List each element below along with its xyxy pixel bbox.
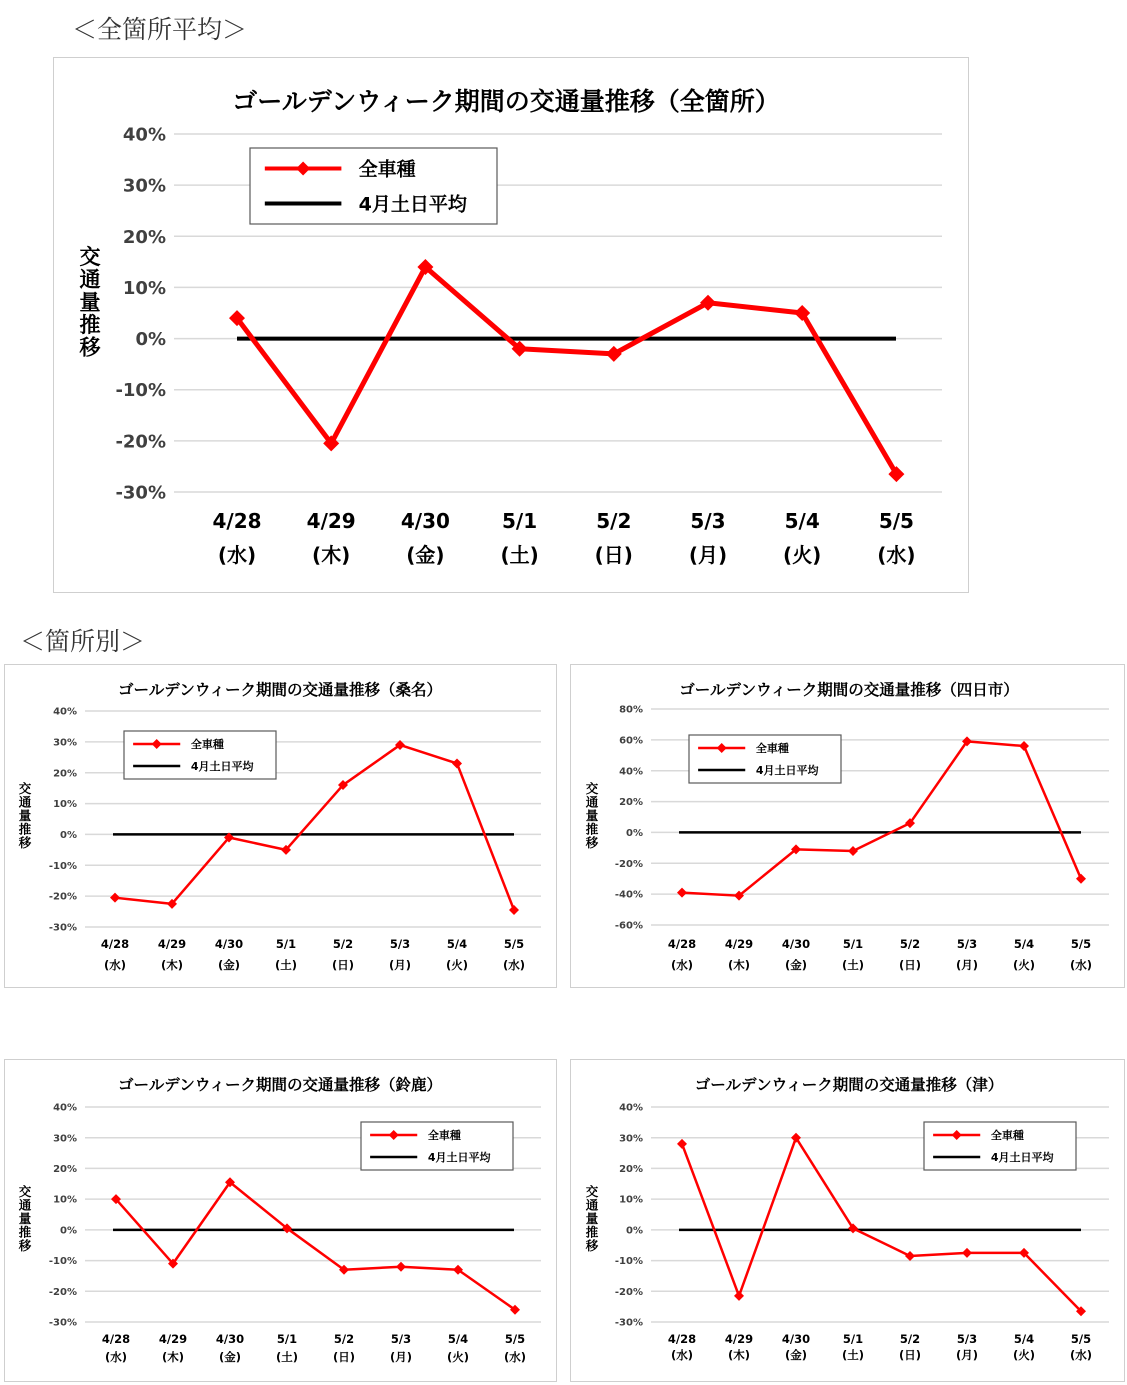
chart-title: ゴールデンウィーク期間の交通量推移（全箇所）	[232, 87, 780, 116]
data-point	[677, 1139, 687, 1149]
chart-title: ゴールデンウィーク期間の交通量推移（鈴鹿）	[118, 1076, 442, 1094]
x-tick-label: 4/30	[781, 937, 811, 951]
y-tick-label: 20%	[122, 226, 166, 248]
x-tick-day-label: (火)	[1012, 1348, 1036, 1362]
x-tick-label: 5/3	[956, 937, 978, 951]
y-tick-label: -30%	[48, 922, 77, 934]
y-tick-label: 30%	[619, 1133, 643, 1145]
y-axis-label: 交通量推移	[585, 781, 599, 850]
y-tick-label: 0%	[60, 1225, 77, 1237]
y-tick-label: 10%	[53, 1194, 77, 1206]
data-point	[734, 1291, 744, 1301]
x-tick-day-label: (火)	[1012, 958, 1036, 972]
chart-svg	[54, 58, 970, 594]
x-tick-day-label: (木)	[727, 958, 751, 972]
x-tick-label: 5/2	[899, 937, 921, 951]
x-tick-day-label: (月)	[688, 543, 728, 567]
x-tick-day-label: (木)	[161, 1350, 185, 1364]
y-tick-label: -20%	[614, 1286, 643, 1298]
x-tick-day-label: (金)	[218, 1350, 242, 1364]
y-tick-label: 20%	[53, 1164, 77, 1176]
x-tick-label: 5/5	[878, 509, 914, 533]
x-tick-day-label: (日)	[594, 543, 633, 567]
y-tick-label: 30%	[53, 737, 77, 749]
x-tick-day-label: (土)	[841, 958, 865, 972]
y-tick-label: 40%	[122, 124, 166, 146]
x-tick-label: 5/1	[842, 1332, 864, 1346]
y-tick-label: 0%	[60, 830, 77, 842]
x-tick-day-label: (金)	[217, 958, 241, 972]
x-tick-label: 5/1	[502, 509, 538, 533]
data-point	[905, 1251, 915, 1261]
x-tick-label: 5/2	[899, 1332, 921, 1346]
x-tick-day-label: (水)	[503, 1350, 527, 1364]
y-tick-label: 30%	[53, 1133, 77, 1145]
x-tick-day-label: (土)	[274, 958, 298, 972]
y-tick-label: -20%	[48, 891, 77, 903]
y-tick-label: 20%	[619, 1164, 643, 1176]
y-tick-label: -30%	[48, 1317, 77, 1329]
x-tick-label: 5/3	[956, 1332, 978, 1346]
x-tick-label: 4/28	[667, 937, 697, 951]
x-tick-day-label: (木)	[160, 958, 184, 972]
x-tick-label: 5/4	[1013, 937, 1035, 951]
x-tick-label: 4/30	[400, 509, 450, 533]
x-tick-label: 5/2	[333, 1332, 355, 1346]
legend-label-all-vehicles: 全車種	[190, 737, 224, 751]
chart-svg	[5, 665, 558, 989]
x-tick-label: 5/1	[842, 937, 864, 951]
x-tick-label: 5/4	[1013, 1332, 1035, 1346]
legend-label-baseline: 4月土日平均	[427, 1151, 491, 1164]
data-point	[396, 1262, 406, 1272]
x-tick-day-label: (土)	[275, 1350, 299, 1364]
legend-label-baseline: 4月土日平均	[190, 760, 254, 773]
x-tick-day-label: (水)	[670, 1348, 694, 1362]
data-point	[509, 905, 519, 915]
y-axis-label: 交通量推移	[18, 1184, 32, 1253]
x-tick-day-label: (日)	[331, 958, 355, 972]
x-tick-day-label: (土)	[841, 1348, 865, 1362]
y-axis-label: 交通量推移	[79, 245, 101, 360]
data-point	[962, 1248, 972, 1258]
y-tick-label: -60%	[614, 920, 643, 932]
x-tick-day-label: (水)	[103, 958, 127, 972]
y-tick-label: 40%	[53, 1102, 77, 1114]
y-tick-label: 20%	[53, 768, 77, 780]
y-axis-label: 交通量推移	[18, 781, 32, 850]
x-tick-day-label: (月)	[389, 1350, 413, 1364]
y-tick-label: -30%	[614, 1317, 643, 1329]
data-point	[110, 893, 120, 903]
x-tick-label: 4/29	[724, 937, 754, 951]
y-tick-label: 0%	[626, 828, 643, 840]
x-tick-day-label: (日)	[332, 1350, 356, 1364]
y-tick-label: 40%	[53, 706, 77, 718]
y-tick-label: 20%	[619, 797, 643, 809]
data-point	[677, 888, 687, 898]
x-tick-label: 4/29	[157, 937, 187, 951]
x-tick-label: 5/4	[447, 1332, 469, 1346]
chart-svg	[571, 665, 1126, 989]
x-tick-label: 4/29	[306, 509, 356, 533]
chart-title: ゴールデンウィーク期間の交通量推移（桑名）	[118, 681, 442, 699]
x-tick-day-label: (火)	[445, 958, 469, 972]
x-tick-day-label: (水)	[1069, 958, 1093, 972]
x-tick-label: 4/30	[215, 1332, 245, 1346]
chart-svg	[571, 1060, 1126, 1383]
chart-svg	[5, 1060, 558, 1383]
x-tick-day-label: (水)	[217, 543, 257, 567]
data-point	[452, 758, 462, 768]
chart-kuwana	[4, 664, 557, 988]
legend-label-all-vehicles: 全車種	[755, 741, 789, 755]
legend-label-baseline: 4月土日平均	[755, 764, 819, 777]
y-tick-label: -30%	[115, 482, 166, 504]
y-tick-label: -40%	[614, 889, 643, 901]
y-tick-label: 40%	[619, 1102, 643, 1114]
x-tick-day-label: (金)	[406, 543, 445, 567]
x-tick-label: 5/3	[389, 937, 411, 951]
x-tick-label: 4/29	[158, 1332, 188, 1346]
y-tick-label: -10%	[115, 380, 166, 402]
x-tick-label: 4/30	[781, 1332, 811, 1346]
x-tick-label: 4/29	[724, 1332, 754, 1346]
chart-title: ゴールデンウィーク期間の交通量推移（津）	[694, 1076, 1004, 1094]
chart-tsu	[570, 1059, 1125, 1382]
x-tick-day-label: (水)	[877, 543, 916, 567]
y-tick-label: 60%	[619, 735, 643, 747]
chart-overall	[53, 57, 969, 593]
y-tick-label: 0%	[135, 329, 166, 351]
x-tick-day-label: (金)	[784, 1348, 808, 1362]
x-tick-day-label: (月)	[955, 958, 979, 972]
chart-suzuka	[4, 1059, 557, 1382]
y-tick-label: 80%	[619, 704, 643, 716]
legend-label-all-vehicles: 全車種	[990, 1128, 1024, 1142]
heading-by-site: ＜箇所別＞	[20, 627, 146, 656]
y-tick-label: 0%	[626, 1225, 643, 1237]
x-tick-label: 5/5	[503, 937, 525, 951]
y-tick-label: -20%	[48, 1286, 77, 1298]
x-tick-day-label: (火)	[446, 1350, 470, 1364]
y-tick-label: 10%	[619, 1194, 643, 1206]
x-tick-label: 5/3	[690, 509, 726, 533]
y-tick-label: -20%	[614, 858, 643, 870]
y-tick-label: 10%	[53, 799, 77, 811]
y-tick-label: -10%	[614, 1256, 643, 1268]
y-tick-label: -10%	[48, 860, 77, 872]
x-tick-label: 5/1	[276, 1332, 298, 1346]
heading-overall: ＜全箇所平均＞	[72, 15, 248, 44]
legend-label-baseline: 4月土日平均	[358, 193, 467, 216]
y-tick-label: 40%	[619, 766, 643, 778]
x-tick-day-label: (土)	[500, 543, 539, 567]
x-tick-day-label: (火)	[783, 543, 822, 567]
x-tick-label: 5/5	[504, 1332, 526, 1346]
x-tick-day-label: (水)	[1069, 1348, 1093, 1362]
y-tick-label: 30%	[122, 175, 166, 197]
y-tick-label: 10%	[122, 277, 166, 299]
x-tick-day-label: (木)	[312, 543, 351, 567]
x-tick-label: 4/28	[101, 1332, 131, 1346]
x-tick-day-label: (月)	[388, 958, 412, 972]
x-tick-day-label: (水)	[670, 958, 694, 972]
x-tick-day-label: (金)	[784, 958, 808, 972]
legend-label-all-vehicles: 全車種	[427, 1128, 461, 1142]
x-tick-day-label: (日)	[898, 1348, 922, 1362]
x-tick-label: 4/28	[100, 937, 130, 951]
y-tick-label: -10%	[48, 1256, 77, 1268]
x-tick-label: 4/28	[212, 509, 262, 533]
x-tick-label: 5/2	[596, 509, 632, 533]
x-tick-label: 5/5	[1070, 1332, 1092, 1346]
x-tick-day-label: (日)	[898, 958, 922, 972]
y-tick-label: -20%	[115, 431, 166, 453]
data-point	[1076, 874, 1086, 884]
data-point	[848, 846, 858, 856]
y-axis-label: 交通量推移	[585, 1184, 599, 1253]
x-tick-label: 5/3	[390, 1332, 412, 1346]
x-tick-label: 5/5	[1070, 937, 1092, 951]
x-tick-day-label: (水)	[502, 958, 526, 972]
x-tick-day-label: (木)	[727, 1348, 751, 1362]
legend-label-baseline: 4月土日平均	[990, 1151, 1054, 1164]
x-tick-label: 4/28	[667, 1332, 697, 1346]
x-tick-label: 5/4	[446, 937, 468, 951]
chart-title: ゴールデンウィーク期間の交通量推移（四日市）	[679, 681, 1019, 699]
data-point	[1019, 741, 1029, 751]
chart-yokkaichi	[570, 664, 1125, 988]
x-tick-label: 5/4	[784, 509, 820, 533]
x-tick-day-label: (水)	[104, 1350, 128, 1364]
legend-label-all-vehicles: 全車種	[358, 158, 416, 181]
x-tick-day-label: (月)	[955, 1348, 979, 1362]
x-tick-label: 5/2	[332, 937, 354, 951]
x-tick-label: 4/30	[214, 937, 244, 951]
x-tick-label: 5/1	[275, 937, 297, 951]
